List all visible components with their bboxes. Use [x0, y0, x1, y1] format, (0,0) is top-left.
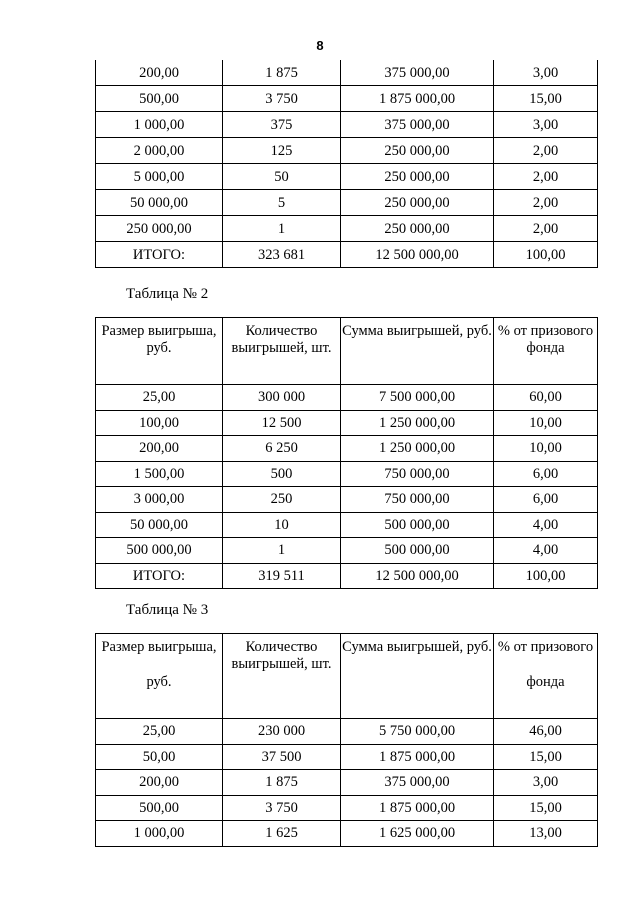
header-fund-percent	[494, 634, 598, 719]
table-cell: 6,00	[494, 461, 598, 487]
header-prize-size-bottom: руб.	[146, 674, 172, 690]
table-row	[96, 538, 598, 564]
table-cell: 13,00	[494, 821, 598, 847]
table-cell: 1 625	[223, 821, 341, 847]
table2-header-row	[96, 318, 598, 385]
header-prize-count: Количество выигрышей, шт.	[223, 634, 341, 719]
header-prize-sum: Сумма выигрышей, руб.	[341, 318, 494, 385]
table-cell: 1 875 000,00	[341, 744, 494, 770]
table-cell: 4,00	[494, 512, 598, 538]
table-cell: 25,00	[96, 385, 223, 411]
table-cell: 1	[223, 538, 341, 564]
header-prize-size-top: Размер выигрыша,	[101, 639, 217, 655]
table-cell: 3,00	[494, 112, 598, 138]
table-cell: 200,00	[96, 60, 223, 86]
table-cell: 60,00	[494, 385, 598, 411]
table-cell: 125	[223, 138, 341, 164]
table-cell: 1 625 000,00	[341, 821, 494, 847]
table-row	[96, 164, 598, 190]
table-cell: 5 750 000,00	[341, 719, 494, 745]
table-row	[96, 795, 598, 821]
table-cell: 1 000,00	[96, 112, 223, 138]
table-cell: 100,00	[494, 563, 598, 589]
prize-table-1	[95, 60, 598, 268]
table-cell: 3,00	[494, 770, 598, 796]
table-row	[96, 385, 598, 411]
table-row	[96, 719, 598, 745]
header-fund-percent-top: % от призового	[497, 639, 594, 655]
table-cell: 10,00	[494, 436, 598, 462]
table3-caption: Таблица № 3	[126, 602, 209, 618]
table-cell: 375	[223, 112, 341, 138]
table-cell: 375 000,00	[341, 112, 494, 138]
table-cell: 230 000	[223, 719, 341, 745]
table-cell: 1 000,00	[96, 821, 223, 847]
table-cell: 10,00	[494, 410, 598, 436]
table-cell: 2 000,00	[96, 138, 223, 164]
table-row	[96, 60, 598, 86]
table-cell: 15,00	[494, 795, 598, 821]
table-cell: 15,00	[494, 744, 598, 770]
table-cell: 50	[223, 164, 341, 190]
table-row	[96, 190, 598, 216]
table-cell: 375 000,00	[341, 770, 494, 796]
table-cell: 500,00	[96, 86, 223, 112]
prize-table-2	[95, 317, 598, 589]
table-row	[96, 512, 598, 538]
table1-body	[96, 60, 598, 268]
table-cell: 300 000	[223, 385, 341, 411]
table-cell: 3 750	[223, 86, 341, 112]
table-cell: 1 500,00	[96, 461, 223, 487]
table-cell: 5 000,00	[96, 164, 223, 190]
table-row	[96, 563, 598, 589]
table-cell: 4,00	[494, 538, 598, 564]
header-fund-percent: % от призового фонда	[494, 318, 598, 385]
table-row	[96, 242, 598, 268]
table-cell: 12 500 000,00	[341, 242, 494, 268]
table-cell: 319 511	[223, 563, 341, 589]
table-row	[96, 138, 598, 164]
table-cell: 500,00	[96, 795, 223, 821]
table-row	[96, 86, 598, 112]
prize-table-3	[95, 633, 598, 847]
page-number: 8	[316, 38, 324, 53]
table-row	[96, 112, 598, 138]
table-cell: 200,00	[96, 770, 223, 796]
header-prize-sum: Сумма выигрышей, руб.	[341, 634, 494, 719]
table-cell: ИТОГО:	[96, 242, 223, 268]
table-cell: 6 250	[223, 436, 341, 462]
table-cell: 1 875 000,00	[341, 795, 494, 821]
table-cell: 500 000,00	[96, 538, 223, 564]
table-cell: 7 500 000,00	[341, 385, 494, 411]
table-cell: 12 500 000,00	[341, 563, 494, 589]
table-cell: 750 000,00	[341, 487, 494, 513]
table-cell: 12 500	[223, 410, 341, 436]
table-cell: 1 250 000,00	[341, 436, 494, 462]
table-cell: 250 000,00	[96, 216, 223, 242]
table-row	[96, 461, 598, 487]
table-cell: 250	[223, 487, 341, 513]
table-cell: 50 000,00	[96, 190, 223, 216]
table-row	[96, 436, 598, 462]
table-cell: 2,00	[494, 216, 598, 242]
table-cell: 3 750	[223, 795, 341, 821]
table-cell: 37 500	[223, 744, 341, 770]
table-cell: 1 875 000,00	[341, 86, 494, 112]
table-row	[96, 770, 598, 796]
table-cell: 15,00	[494, 86, 598, 112]
table3-body	[96, 719, 598, 847]
table-cell: ИТОГО:	[96, 563, 223, 589]
table-cell: 25,00	[96, 719, 223, 745]
table-row	[96, 410, 598, 436]
table-cell: 500 000,00	[341, 538, 494, 564]
table-row	[96, 744, 598, 770]
table-cell: 10	[223, 512, 341, 538]
table-cell: 5	[223, 190, 341, 216]
header-prize-size: Размер выигрыша, руб.	[96, 318, 223, 385]
table-cell: 200,00	[96, 436, 223, 462]
table-cell: 2,00	[494, 164, 598, 190]
header-prize-count: Количество выигрышей, шт.	[223, 318, 341, 385]
table-cell: 323 681	[223, 242, 341, 268]
table-cell: 2,00	[494, 190, 598, 216]
table-cell: 1	[223, 216, 341, 242]
table-cell: 1 250 000,00	[341, 410, 494, 436]
table-cell: 375 000,00	[341, 60, 494, 86]
table-cell: 1 875	[223, 770, 341, 796]
table-cell: 46,00	[494, 719, 598, 745]
table-cell: 250 000,00	[341, 216, 494, 242]
table-cell: 500 000,00	[341, 512, 494, 538]
table-row	[96, 216, 598, 242]
table-cell: 50,00	[96, 744, 223, 770]
table-row	[96, 821, 598, 847]
table-cell: 6,00	[494, 487, 598, 513]
header-fund-percent-bottom: фонда	[526, 674, 565, 690]
table-cell: 100,00	[494, 242, 598, 268]
table-cell: 250 000,00	[341, 138, 494, 164]
table-cell: 3 000,00	[96, 487, 223, 513]
header-prize-size	[96, 634, 223, 719]
table2-caption: Таблица № 2	[126, 286, 209, 302]
table-cell: 250 000,00	[341, 190, 494, 216]
table-cell: 500	[223, 461, 341, 487]
table-cell: 2,00	[494, 138, 598, 164]
table-cell: 50 000,00	[96, 512, 223, 538]
table-row	[96, 487, 598, 513]
table2-body	[96, 385, 598, 589]
table-cell: 750 000,00	[341, 461, 494, 487]
table-cell: 1 875	[223, 60, 341, 86]
table3-header-row	[96, 634, 598, 719]
table-cell: 3,00	[494, 60, 598, 86]
table-cell: 100,00	[96, 410, 223, 436]
table-cell: 250 000,00	[341, 164, 494, 190]
